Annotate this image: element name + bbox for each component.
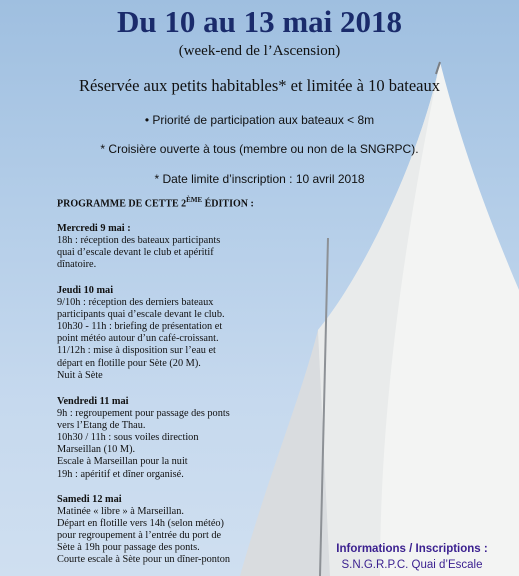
day-line: départ en flotille pour Sète (20 M). (57, 357, 201, 369)
day-line: Départ en flotille vers 14h (selon météo) (57, 518, 224, 530)
day-line: Matinée « libre » à Marseillan. (57, 506, 184, 518)
day-line: dînatoire. (57, 259, 97, 271)
day-line: 11/12h : mise à disposition sur l’eau et (57, 345, 216, 357)
programme-heading: PROGRAMME DE CETTE 2ÈME ÉDITION : (57, 196, 254, 210)
note-deadline: * Date limite d’inscription : 10 avril 2018 (154, 172, 365, 186)
day-title: Vendredi 11 mai (57, 396, 129, 407)
day-line: quai d’escale devant le club et apéritif (57, 247, 214, 259)
day-line: 10h30 - 11h : briefing de présentation et (57, 321, 223, 333)
day-line: 9/10h : réception des derniers bateaux (57, 297, 214, 309)
event-subtitle: (week-end de l’Ascension) (178, 43, 341, 59)
event-dates-title: Du 10 au 13 mai 2018 (116, 4, 403, 39)
day-saturday (57, 494, 230, 567)
day-line: Nuit à Sète (57, 369, 103, 381)
day-friday (57, 396, 230, 481)
day-line: Marseillan (10 M). (57, 444, 136, 456)
contact-title: Informations / Inscriptions : (336, 543, 488, 555)
day-line: 19h : apéritif et dîner organisé. (57, 468, 184, 480)
day-title: Mercredi 9 mai : (57, 223, 131, 234)
day-line: 18h : réception des bateaux participants (57, 235, 221, 247)
day-line: vers l’Etang de Thau. (57, 420, 146, 432)
day-line: pour regroupement à l’entrée du port de (57, 530, 222, 542)
day-title: Samedi 12 mai (57, 494, 122, 505)
day-line: point météo autour d’un café-croissant. (57, 333, 219, 345)
day-wednesday (57, 223, 220, 271)
day-line: Courte escale à Sète pour un dîner-ponton (57, 554, 231, 566)
day-thursday (57, 285, 225, 382)
day-line: 9h : regroupement pour passage des ponts (57, 408, 230, 420)
day-line: Escale à Marseillan pour la nuit (57, 456, 188, 468)
contact-club: S.N.G.R.P.C. Quai d’Escale (341, 559, 483, 571)
note-priority: • Priorité de participation aux bateaux < 8m (144, 113, 375, 127)
day-line: Sète à 19h pour passage des ponts. (57, 542, 200, 554)
day-line: participants quai d’escale devant le club. (57, 309, 225, 321)
day-title: Jeudi 10 mai (57, 285, 114, 296)
note-open-cruise: * Croisière ouverte à tous (membre ou non de la SNGRPC). (100, 142, 419, 156)
event-tagline: Réservée aux petits habitables* et limitée à 10 bateaux (78, 76, 441, 95)
contact-block (312, 541, 512, 573)
day-line: 10h30 / 11h : sous voiles direction (57, 432, 199, 444)
